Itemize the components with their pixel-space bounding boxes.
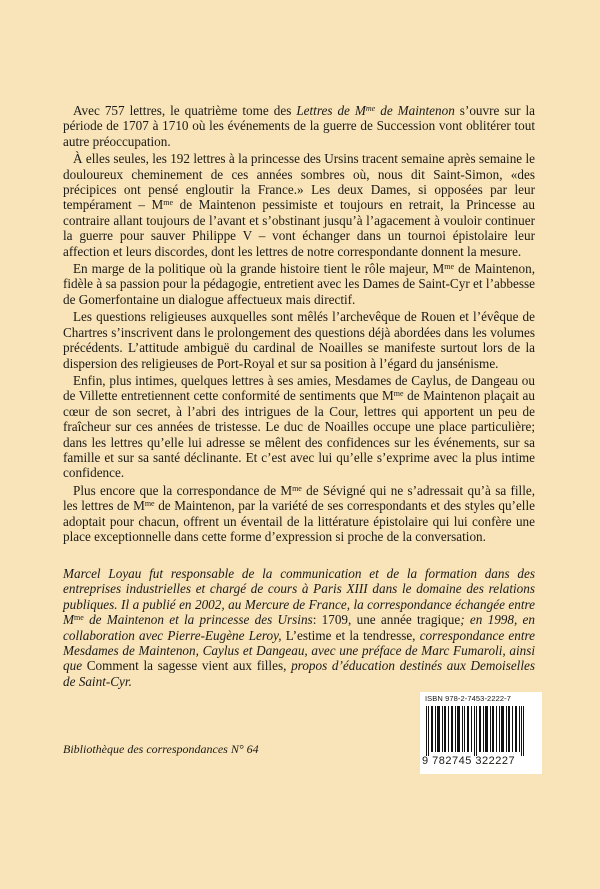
summary-paragraph-5: Enfin, plus intimes, quelques lettres à ses amies, Mesdames de Caylus, de Dangeau ou de Villette entretiennent cette conformité de sentiments que $M^{me}$ de Maintenon plaçait au cœur de son secret, à l’abri des intrigues de la Cour, lettres qui apportent un peu de fraîcheur sur ces années de tristesse. Le duc de Noailles occupe une place particulière; dans les lettres qu’elle lui adresse se mêlent des confidences sur les événements, sur sa famille et sur sa santé déclinante. Et c’est avec lui qu’elle s’exprime avec la plus intime confidence.	[63, 372, 535, 481]
isbn-barcode	[420, 692, 542, 774]
isbn-label: ISBN 978-2-7453-2222-7	[425, 694, 512, 703]
summary-paragraph-4: Les questions religieuses auxquelles sont mêlés l’archevêque de Rouen et l’évêque de Chartres s’inscrivent dans le prolongement des questions déjà abordées dans les volumes précédents. L’attitude ambiguë du cardinal de Noailles se manifeste surtout lors de la dispersion des religieuses de Port-Royal et sur sa position à l’égard du jansénisme.	[63, 309, 535, 371]
book-summary	[63, 103, 535, 546]
summary-paragraph-6: Plus encore que la correspondance de $M^{me}$ de Sévigné qui ne s’adressait qu’à sa fille, les lettres de $M^{me}$ de Maintenon, par la variété de ses correspondants et des styles qu’elle adoptait pour chacun, offrent un éventail de la littérature épistolaire qui lui confère une place exceptionnelle dans cette forme d’expression si proche de la conversation.	[63, 482, 536, 544]
author-biography: Marcel Loyau fut responsable de la communication et de la formation dans des entreprises industrielles et chargé de cours à Paris XIII dans le domaine des relations publiques. Il a publié en 2002, au Mercure de France, la correspondance échangée entre $M^{me}$ de Maintenon et la princesse des Ursins: 1709, une année tragique; en 1998, en collaboration avec Pierre-Eugène Leroy, L’estime et la tendresse, correspondance entre Mesdames de Maintenon, Caylus et Dangeau, avec une préface de Marc Fumaroli, ainsi que Comment la sagesse vient aux filles, propos d’éducation destinés aux Demoiselles de Saint-Cyr.	[63, 566, 535, 689]
barcode-bars	[424, 706, 538, 756]
summary-paragraph-1: Avec 757 lettres, le quatrième tome des Lettres de $M^{me}$ de Maintenon s’ouvre sur la période de 1707 à 1710 où les événements de la guerre de Succession vont oblitérer tout autre préoccupation.	[63, 103, 535, 149]
barcode-digits: 9 782745 322227	[422, 755, 516, 767]
summary-paragraph-2: À elles seules, les 192 lettres à la princesse des Ursins tracent semaine après semaine le douloureux cheminement de ces années sombres où, nous dit Saint-Simon, «des précipices ont pensé engloutir la France.» Les deux Dames, si opposées par leur tempérament – $M^{me}$ de Maintenon pessimiste et toujours en retrait, la Princesse au contraire allant toujours de l’avant et s’obstinant jusqu’à l’agacement à vouloir continuer la guerre pour sauver Philippe V – vont échanger dans un tournoi épistolaire leur affection et leurs discordes, dont les lettres de notre correspondante donnent la mesure.	[63, 151, 535, 259]
summary-paragraph-3: En marge de la politique où la grande histoire tient le rôle majeur, $M^{me}$ de Maintenon, fidèle à sa passion pour la pédagogie, entretient avec les Dames de Saint-Cyr et l’abbesse de Gomerfontaine un dialogue affectueux mais directif.	[63, 261, 535, 307]
book-title: Lettres de $M^{me}$ de Maintenon	[296, 103, 455, 118]
series-label: Bibliothèque des correspondances N° 64	[63, 742, 259, 756]
